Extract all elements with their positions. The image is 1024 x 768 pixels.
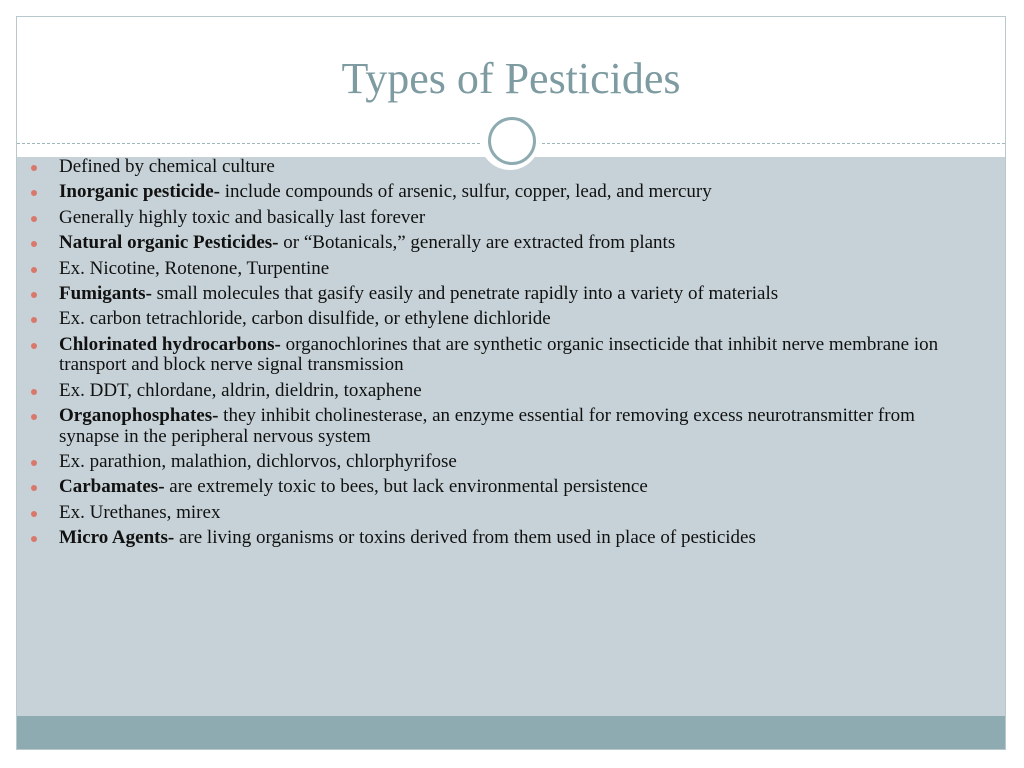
bullet-icon [31,389,37,395]
bullet-icon [31,317,37,323]
bullet-icon [31,267,37,273]
bullet-icon [31,241,37,247]
bullet-bold-text: Carbamates- [59,476,165,498]
bullet-icon [31,460,37,466]
bullet-bold-text: Inorganic pesticide- [59,181,220,203]
list-item [28,259,968,280]
list-item [28,503,968,524]
list-item [28,477,968,498]
list-item [28,233,968,254]
bullet-text: Defined by chemical culture [59,156,275,177]
footer-band [17,716,1005,750]
bullet-text: Ex. Urethanes, mirex [59,501,221,523]
bullet-icon [31,343,37,349]
list-item [28,284,968,305]
list-item [28,182,968,203]
list-item [28,309,968,330]
bullet-bold-text: Fumigants- [59,282,152,304]
list-item [28,157,968,178]
list-item [28,208,968,229]
bullet-text: or “Botanicals,” generally are extracted from plants [278,232,676,254]
bullet-text: organochlorines that are synthetic organic insecticide that inhibit nerve membrane ion transport and block nerve signal transmission [59,333,939,376]
bullet-bold-text: Organophosphates- [59,405,219,427]
bullet-icon [31,216,37,222]
bullet-bold-text: Natural organic Pesticides- [59,232,279,254]
bullet-icon [31,485,37,491]
bullet-text: Ex. Nicotine, Rotenone, Turpentine [59,257,330,279]
bullet-text: Ex. carbon tetrachloride, carbon disulfide, or ethylene dichloride [59,308,551,330]
list-item [28,406,968,447]
bullet-icon [31,414,37,420]
bullet-text: Ex. parathion, malathion, dichlorvos, chlorphyrifose [59,450,457,472]
bullet-icon [31,511,37,517]
slide-title: Types of Pesticides [341,54,681,103]
bullet-icon [31,190,37,196]
bullet-icon [31,292,37,298]
list-item [28,335,968,376]
bullet-icon [31,536,37,542]
list-item [28,381,968,402]
bullet-bold-text: Micro Agents- [59,527,175,549]
bullet-text: they inhibit cholinesterase, an enzyme essential for removing excess neurotransmitter from synapse in the peripheral nervous system [59,405,915,447]
bullet-text: include compounds of arsenic, sulfur, copper, lead, and mercury [219,181,712,203]
bullet-icon [31,165,37,171]
bullet-text: Ex. DDT, chlordane, aldrin, dieldrin, toxaphene [59,379,422,401]
list-item [28,528,968,549]
bullet-text: are extremely toxic to bees, but lack environmental persistence [164,476,648,498]
bullet-bold-text: Chlorinated hydrocarbons- [59,333,281,355]
bullet-list [28,157,968,553]
bullet-text: Generally highly toxic and basically last forever [59,206,426,228]
list-item [28,452,968,473]
bullet-text: are living organisms or toxins derived from them used in place of pesticides [174,527,756,549]
bullet-text: small molecules that gasify easily and penetrate rapidly into a variety of materials [151,282,779,304]
